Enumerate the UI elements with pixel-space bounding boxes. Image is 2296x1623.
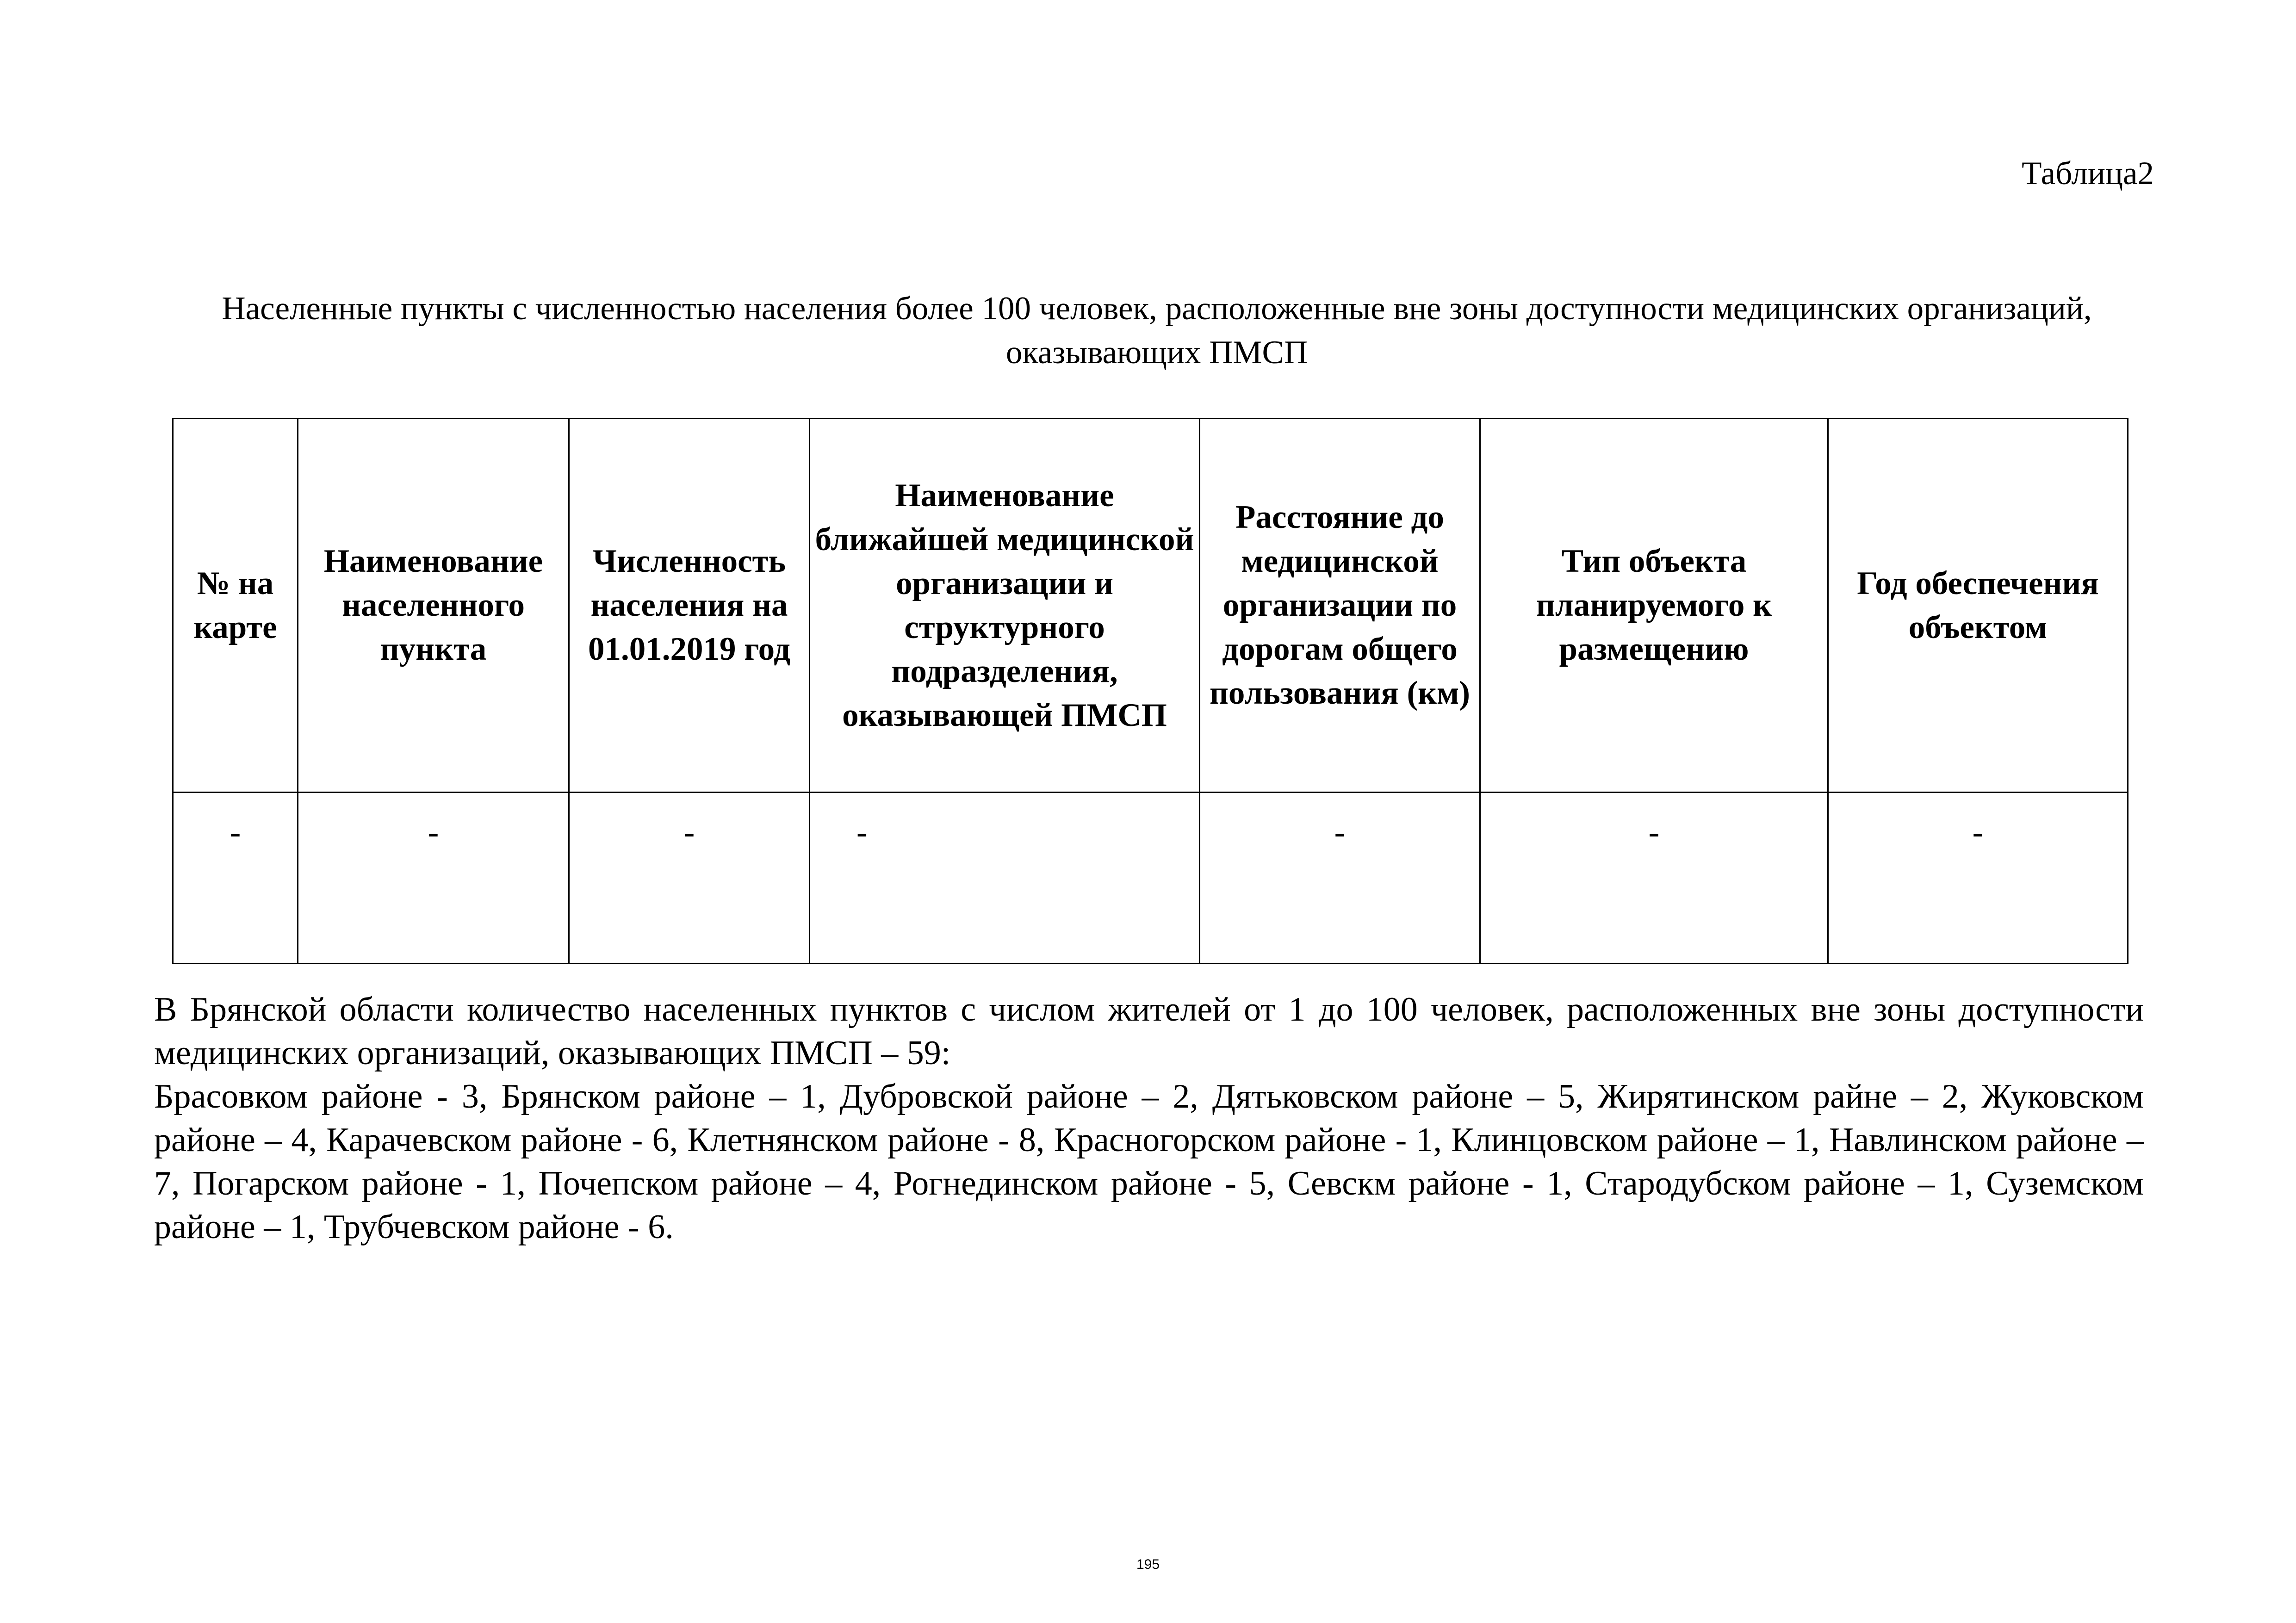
- document-title: Населенные пункты с численностью населения более 100 человек, расположенные вне зоны доступности медицинских организаций, оказывающих ПМСП: [222, 291, 2092, 371]
- table-cell: -: [173, 793, 298, 964]
- table-cell: -: [1200, 793, 1480, 964]
- header-distance: Расстояние до медицинской организации по дорогам общего пользования (км): [1200, 419, 1480, 793]
- district-list-paragraph: Брасовком районе - 3, Брянском районе – 1, Дубровской районе – 2, Дятьковском районе – 5, Жирятинском райне – 2, Жуковском районе – 4, Карачевском районе - 6, Клетнянском районе - 8, Красногорском районе - 1, Клинцовском районе – 1, Навлинском районе – 7, Погарском районе - 1, Почепском районе – 4, Рогнединском районе - 5, Севскм районе - 1, Стародубском районе – 1, Суземском районе – 1, Трубчевском районе - 6.: [154, 1078, 2144, 1246]
- table-header-row: [173, 419, 2128, 793]
- summary-text: [154, 988, 2144, 1249]
- header-map-number: № на карте: [173, 419, 298, 793]
- header-year: Год обеспечения объектом: [1828, 419, 2128, 793]
- table-cell: -: [298, 793, 569, 964]
- header-settlement-name: Наименование населенного пункта: [298, 419, 569, 793]
- header-nearest-organization: Наименование ближайшей медицинской организации и структурного подразделения, оказывающей ПМСП: [810, 419, 1200, 793]
- table-cell: -: [569, 793, 810, 964]
- table-cell: -: [810, 793, 1200, 964]
- header-object-type: Тип объекта планируемого к размещению: [1480, 419, 1828, 793]
- table-row: [173, 793, 2128, 964]
- table-cell: -: [1480, 793, 1828, 964]
- header-population: Численность населения на 01.01.2019 год: [569, 419, 810, 793]
- settlements-table: [172, 418, 2128, 964]
- page-number: 195: [1136, 1557, 1160, 1572]
- table-cell: -: [1828, 793, 2128, 964]
- table-label: Таблица2: [2022, 155, 2154, 192]
- summary-paragraph: В Брянской области количество населенных пунктов с числом жителей от 1 до 100 человек, расположенных вне зоны доступности медицинских организаций, оказывающих ПМСП – 59:: [154, 991, 2144, 1072]
